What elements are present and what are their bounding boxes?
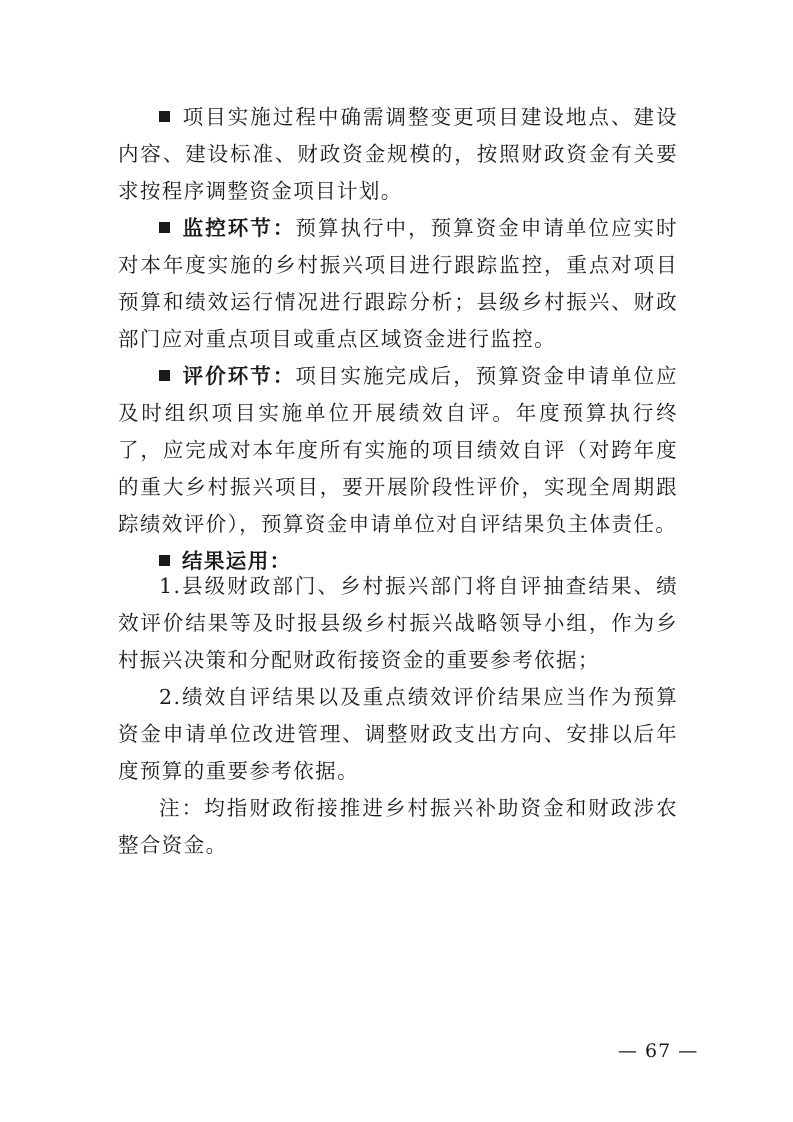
paragraph-text: 2.绩效自评结果以及重点绩效评价结果应当作为预算资金申请单位改进管理、调整财政支出方向、安排以后年度预算的重要参考依据。 (118, 685, 678, 783)
paragraph-result-item-2 (118, 679, 678, 790)
section-heading: 结果运用： (182, 549, 292, 573)
paragraph-note (118, 790, 678, 864)
paragraph-monitoring (118, 210, 678, 358)
section-heading: 评价环节： (182, 364, 296, 388)
page-number: — 67 — (618, 1040, 699, 1062)
black-square-icon (159, 222, 170, 233)
black-square-icon (159, 111, 170, 122)
paragraph-evaluation (118, 358, 678, 543)
paragraph-text: 注：均指财政衔接推进乡村振兴补助资金和财政涉农整合资金。 (118, 796, 678, 857)
black-square-icon (159, 555, 170, 566)
paragraph-text: 预算执行中，预算资金申请单位应实时对本年度实施的乡村振兴项目进行跟踪监控，重点对项目预算和绩效运行情况进行跟踪分析；县级乡村振兴、财政部门应对重点项目或重点区域资金进行监控。 (118, 216, 678, 351)
paragraph-text: 项目实施完成后，预算资金申请单位应及时组织项目实施单位开展绩效自评。年度预算执行终了，应完成对本年度所有实施的项目绩效自评（对跨年度的重大乡村振兴项目，要开展阶段性评价，实现全周期跟踪绩效评价），预算资金申请单位对自评结果负主体责任。 (118, 364, 678, 536)
paragraph-adjustment (118, 99, 678, 210)
black-square-icon (159, 370, 170, 381)
paragraph-text: 1.县级财政部门、乡村振兴部门将自评抽查结果、绩效评价结果等及时报县级乡村振兴战略领导小组，作为乡村振兴决策和分配财政衔接资金的重要参考依据； (118, 574, 678, 672)
section-heading: 监控环节： (182, 216, 296, 240)
paragraph-text: 项目实施过程中确需调整变更项目建设地点、建设内容、建设标准、财政资金规模的，按照财政资金有关要求按程序调整资金项目计划。 (118, 105, 678, 203)
paragraph-result-item-1 (118, 568, 678, 679)
